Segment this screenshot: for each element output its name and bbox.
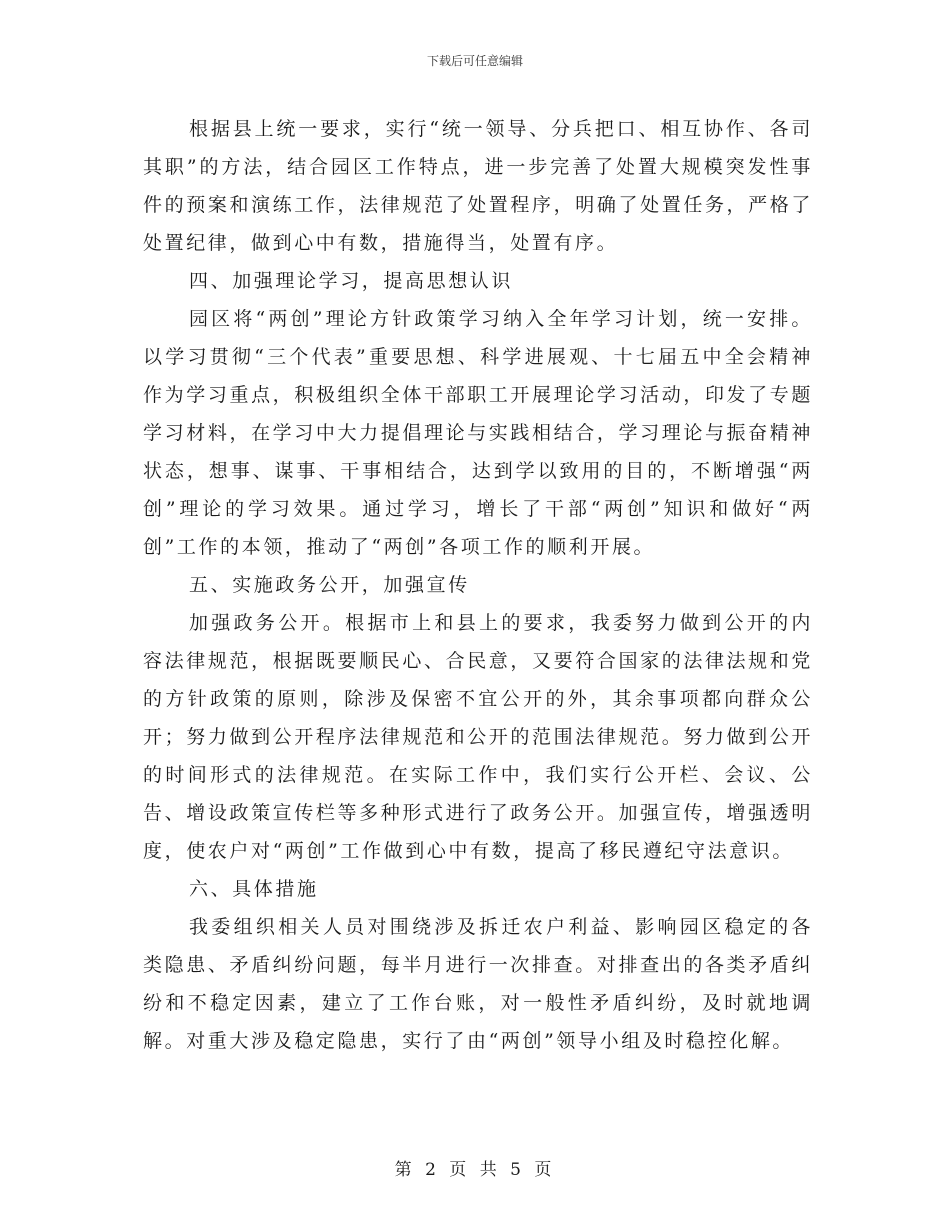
section-heading-specific-measures: 六、具体措施 [189,878,319,900]
paragraph-emergency-handling: 根据县上统一要求，实行“统一领导、分兵把口、相互协作、各司其职”的方法，结合园区工作特点，进一步完善了处置大规模突发性事件的预案和演练工作，法律规范了处置程序，明确了处置任务，严格了处置纪律，做到心中有数，措施得当，处置有序。 [143,118,813,254]
document-body [143,110,813,1060]
paragraph-theory-study: 园区将“两创”理论方针政策学习纳入全年学习计划，统一安排。以学习贯彻“三个代表”重要思想、科学进展观、十七届五中全会精神作为学习重点，积极组织全体干部职工开展理论学习活动，印发了专题学习材料，在学习中大力提倡理论与实践相结合，学习理论与振奋精神状态，想事、谋事、干事相结合，达到学以致用的目的，不断增强“两创”理论的学习效果。通过学习，增长了干部“两创”知识和做好“两创”工作的本领，推动了“两创”各项工作的顺利开展。 [143,308,813,558]
section-heading-government-affairs: 五、实施政务公开，加强宣传 [189,574,470,596]
paragraph-specific-measures: 我委组织相关人员对围绕涉及拆迁农户利益、影响园区稳定的各类隐患、矛盾纠纷问题，每半月进行一次排查。对排查出的各类矛盾纠纷和不稳定因素，建立了工作台账，对一般性矛盾纠纷，及时就地调解。对重大涉及稳定隐患，实行了由“两创”领导小组及时稳控化解。 [143,916,813,1052]
section-heading-theory-study: 四、加强理论学习，提高思想认识 [189,270,514,292]
paragraph-government-affairs: 加强政务公开。根据市上和县上的要求，我委努力做到公开的内容法律规范，根据既要顺民心、合民意，又要符合国家的法律法规和党的方针政策的原则，除涉及保密不宜公开的外，其余事项都向群众公开；努力做到公开程序法律规范和公开的范围法律规范。努力做到公开的时间形式的法律规范。在实际工作中，我们实行公开栏、会议、公告、增设政策宣传栏等多种形式进行了政务公开。加强宣传，增强透明度，使农户对“两创”工作做到心中有数，提高了移民遵纪守法意识。 [143,612,813,862]
page-number: 第 2 页 共 5 页 [394,1160,556,1180]
page-header: 下载后可任意编辑 [426,54,523,68]
